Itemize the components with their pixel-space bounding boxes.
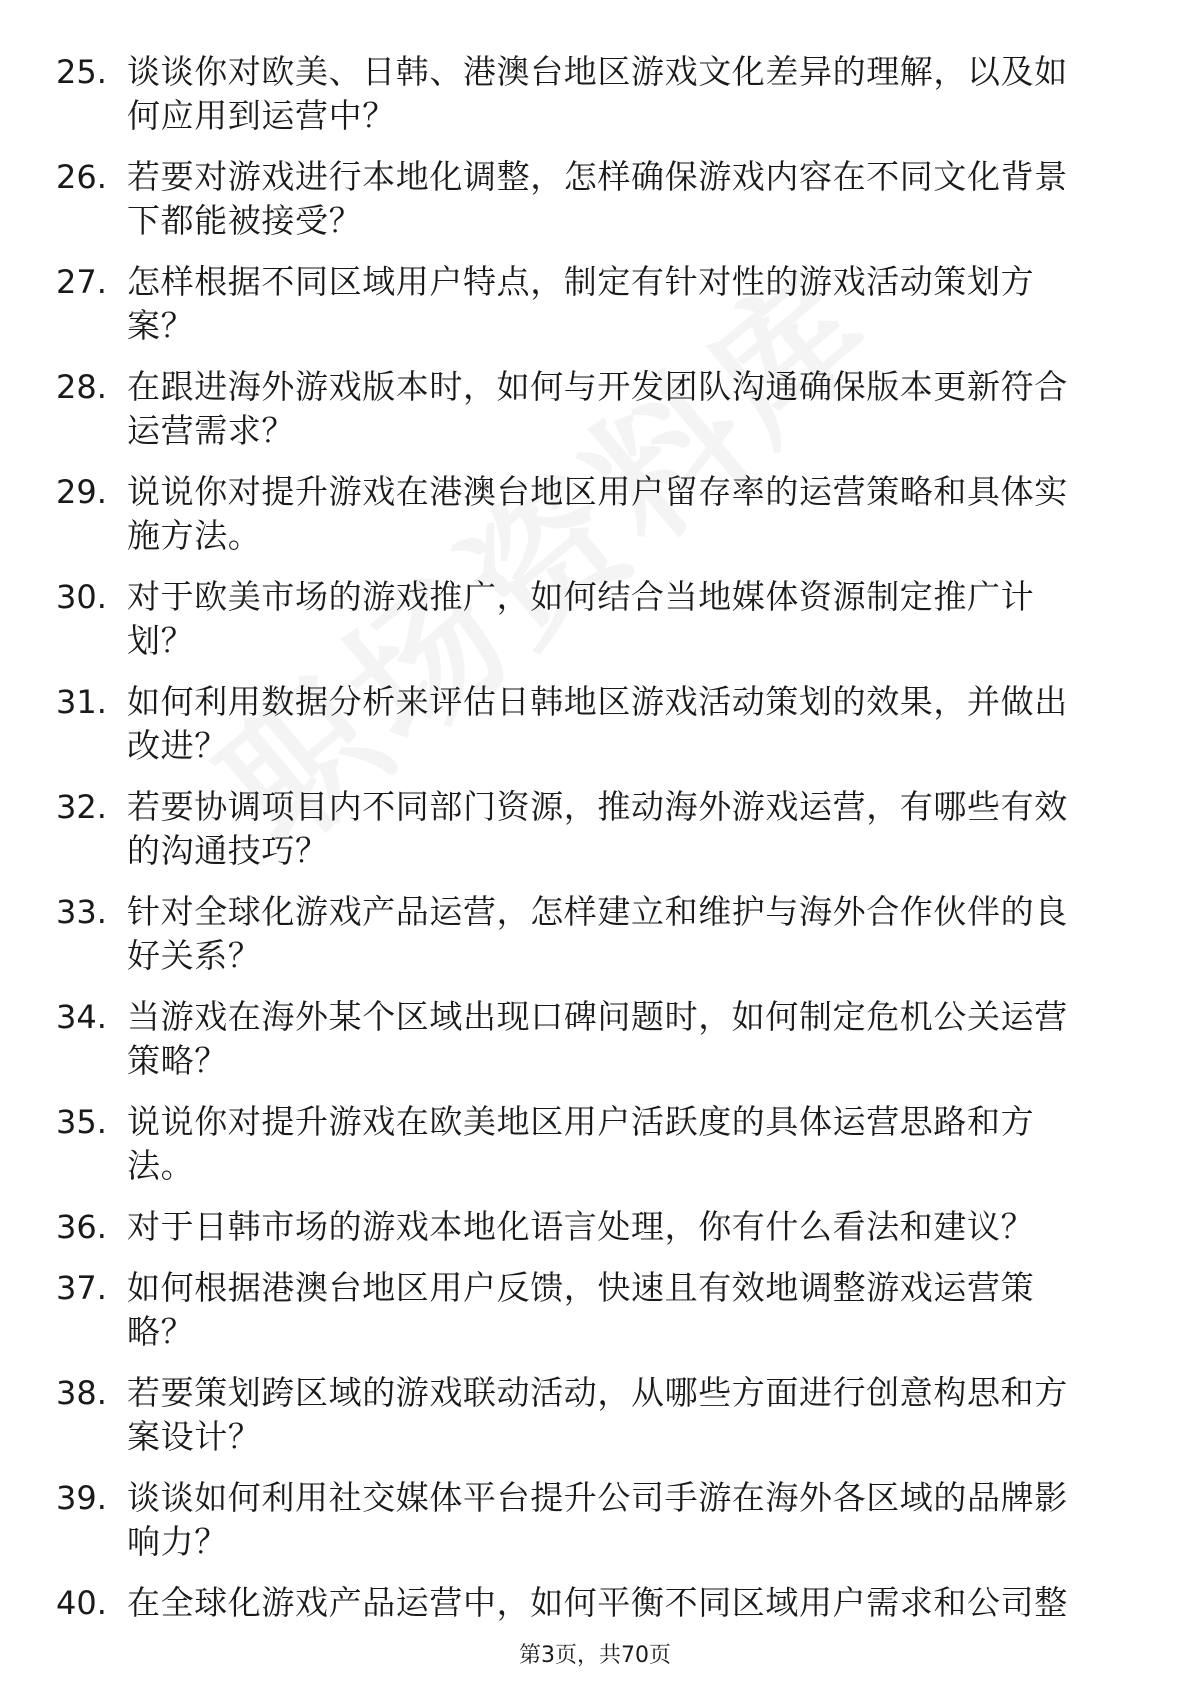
question-text: 谈谈如何利用社交媒体平台提升公司手游在海外各区域的品牌影响力？ [127, 1478, 1068, 1561]
question-item [0, 1371, 1190, 1459]
question-text: 对于日韩市场的游戏本地化语言处理，你有什么看法和建议？ [127, 1207, 1035, 1246]
question-text: 说说你对提升游戏在港澳台地区用户留存率的运营策略和具体实施方法。 [127, 472, 1068, 555]
question-text: 当游戏在海外某个区域出现口碑问题时，如何制定危机公关运营策略？ [127, 997, 1068, 1080]
question-number: 30. [56, 578, 107, 616]
question-item [0, 1581, 1190, 1625]
question-text: 若要对游戏进行本地化调整，怎样确保游戏内容在不同文化背景下都能被接受？ [127, 157, 1068, 240]
question-item [0, 1476, 1190, 1564]
question-number: 31. [56, 683, 107, 721]
question-item [0, 365, 1190, 453]
question-text: 若要协调项目内不同部门资源，推动海外游戏运营，有哪些有效的沟通技巧？ [127, 787, 1068, 870]
question-number: 40. [56, 1584, 107, 1622]
question-text: 在全球化游戏产品运营中，如何平衡不同区域用户需求和公司整 [127, 1583, 1068, 1622]
question-item [0, 260, 1190, 348]
question-item [0, 155, 1190, 243]
question-text: 在跟进海外游戏版本时，如何与开发团队沟通确保版本更新符合运营需求？ [127, 367, 1068, 450]
question-item [0, 680, 1190, 768]
question-text: 若要策划跨区域的游戏联动活动，从哪些方面进行创意构思和方案设计？ [127, 1373, 1068, 1456]
question-text: 如何根据港澳台地区用户反馈，快速且有效地调整游戏运营策略？ [127, 1268, 1035, 1351]
question-list [0, 50, 1190, 1642]
question-number: 28. [56, 368, 107, 406]
question-text: 针对全球化游戏产品运营，怎样建立和维护与海外合作伙伴的良好关系？ [127, 892, 1068, 975]
question-item [0, 890, 1190, 978]
question-number: 26. [56, 158, 107, 196]
question-item [0, 785, 1190, 873]
question-number: 34. [56, 998, 107, 1036]
question-number: 38. [56, 1374, 107, 1412]
page-footer: 第3页，共70页 [519, 1643, 671, 1668]
question-number: 37. [56, 1269, 107, 1307]
question-text: 怎样根据不同区域用户特点，制定有针对性的游戏活动策划方案？ [127, 262, 1035, 345]
question-item [0, 1100, 1190, 1188]
question-number: 27. [56, 263, 107, 301]
question-item [0, 995, 1190, 1083]
question-item [0, 1266, 1190, 1354]
question-text: 如何利用数据分析来评估日韩地区游戏活动策划的效果，并做出改进？ [127, 682, 1068, 765]
question-number: 33. [56, 893, 107, 931]
question-number: 39. [56, 1479, 107, 1517]
question-item [0, 1205, 1190, 1249]
question-item [0, 50, 1190, 138]
question-number: 25. [56, 53, 107, 91]
question-number: 36. [56, 1208, 107, 1246]
question-text: 谈谈你对欧美、日韩、港澳台地区游戏文化差异的理解，以及如何应用到运营中？ [127, 52, 1068, 135]
question-text: 对于欧美市场的游戏推广，如何结合当地媒体资源制定推广计划？ [127, 577, 1035, 660]
question-number: 29. [56, 473, 107, 511]
question-item [0, 470, 1190, 558]
question-item [0, 575, 1190, 663]
question-number: 32. [56, 788, 107, 826]
question-text: 说说你对提升游戏在欧美地区用户活跃度的具体运营思路和方法。 [127, 1102, 1035, 1185]
question-number: 35. [56, 1103, 107, 1141]
